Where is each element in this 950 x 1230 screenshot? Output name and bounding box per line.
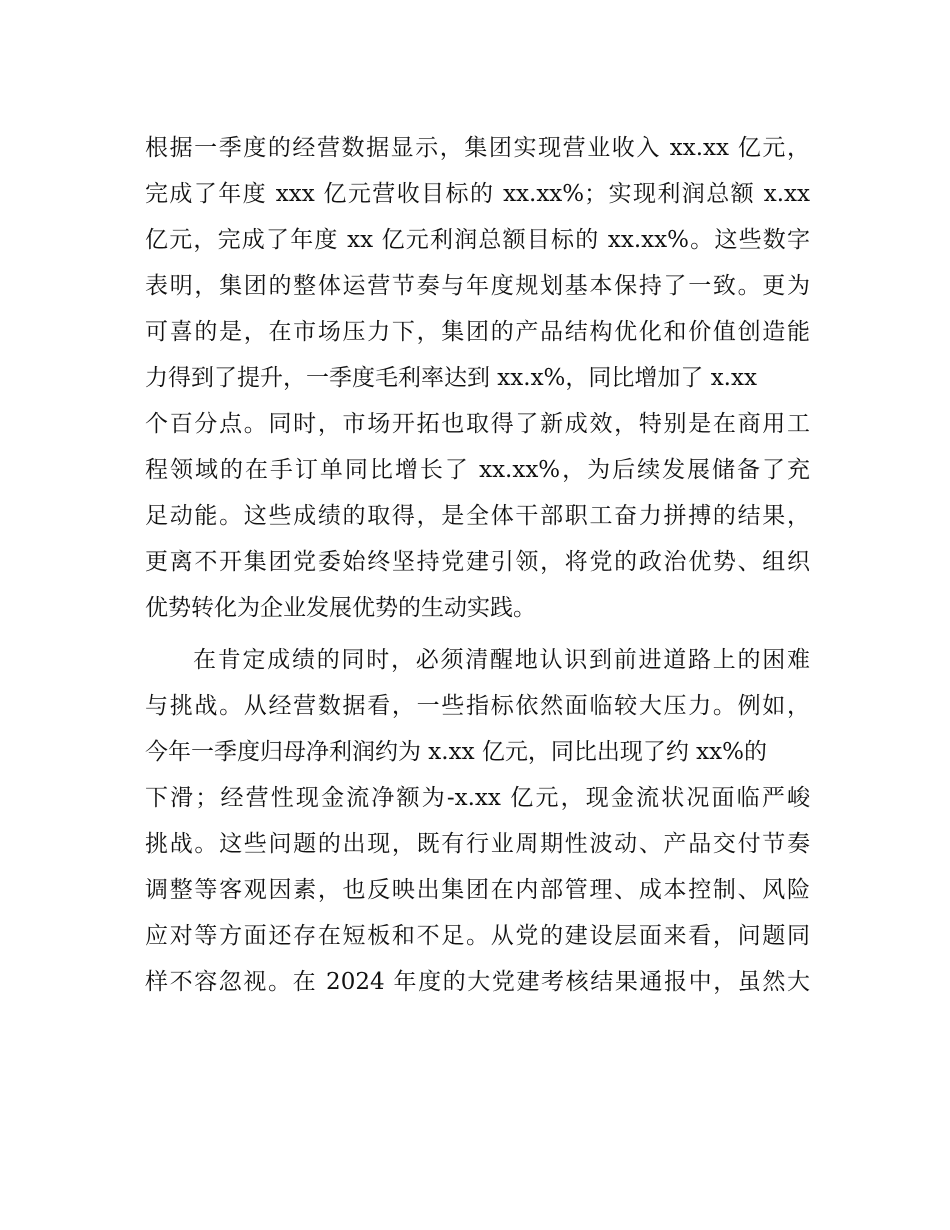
text-line: 根据一季度的经营数据显示，集团实现营业收入 xx.xx 亿元， xyxy=(145,135,810,161)
text-line: 挑战。这些问题的出现，既有行业周期性波动、产品交付节奏 xyxy=(145,831,810,857)
document-page xyxy=(145,125,810,1005)
text-line: 优势转化为企业发展优势的生动实践。 xyxy=(145,595,536,621)
text-line: 与挑战。从经营数据看，一些指标依然面临较大压力。例如， xyxy=(145,693,810,719)
text-line: 个百分点。同时，市场开拓也取得了新成效，特别是在商用工 xyxy=(145,411,810,437)
text-line: 今年一季度归母净利润约为 x.xx 亿元，同比出现了约 xx%的 xyxy=(145,739,767,765)
paragraph-achievements xyxy=(145,125,810,631)
text-line: 足动能。这些成绩的取得，是全体干部职工奋力拼搏的结果， xyxy=(145,503,810,529)
text-line: 下滑；经营性现金流净额为-x.xx 亿元，现金流状况面临严峻 xyxy=(145,785,810,811)
text-line: 表明，集团的整体运营节奏与年度规划基本保持了一致。更为 xyxy=(145,273,810,299)
text-line: 力得到了提升，一季度毛利率达到 xx.x%，同比增加了 x.xx xyxy=(145,365,757,391)
text-line: 可喜的是，在市场压力下，集团的产品结构优化和价值创造能 xyxy=(145,319,810,345)
text-line: 更离不开集团党委始终坚持党建引领，将党的政治优势、组织 xyxy=(145,549,810,575)
text-line: 完成了年度 xxx 亿元营收目标的 xx.xx%；实现利润总额 x.xx xyxy=(145,181,810,207)
paragraph-challenges xyxy=(145,637,810,1005)
text-line: 亿元，完成了年度 xx 亿元利润总额目标的 xx.xx%。这些数字 xyxy=(145,227,810,253)
text-line: 应对等方面还存在短板和不足。从党的建设层面来看，问题同 xyxy=(145,923,810,949)
text-line: 在肯定成绩的同时，必须清醒地认识到前进道路上的困难 xyxy=(193,647,810,673)
text-line: 程领域的在手订单同比增长了 xx.xx%，为后续发展储备了充 xyxy=(145,457,810,483)
text-line: 样不容忽视。在 2024 年度的大党建考核结果通报中，虽然大 xyxy=(145,969,810,995)
text-line: 调整等客观因素，也反映出集团在内部管理、成本控制、风险 xyxy=(145,877,810,903)
